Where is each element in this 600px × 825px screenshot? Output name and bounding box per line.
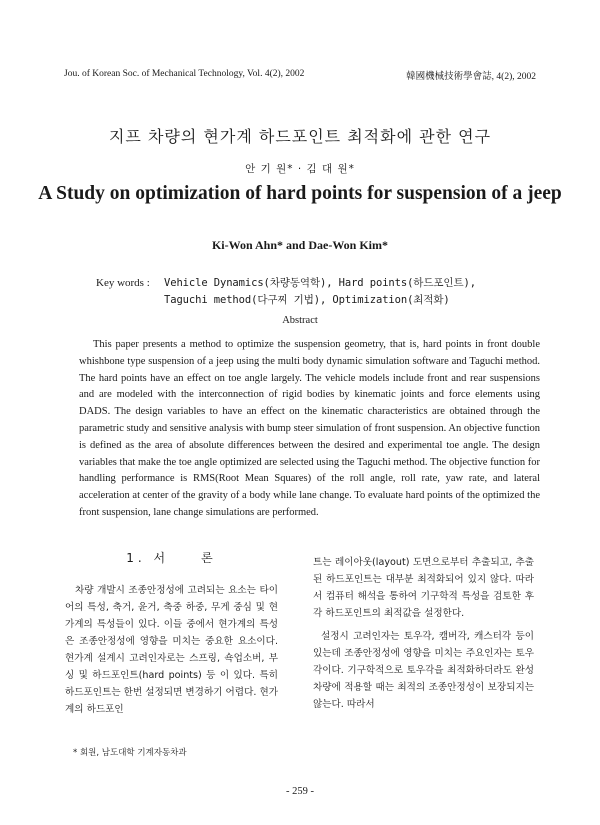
page-number: - 259 - [286, 786, 314, 797]
title-english: A Study on optimization of hard points for suspension of a jeep [38, 183, 562, 204]
intro-paragraph-left: 차량 개발시 조종안정성에 고려되는 요소는 타이어의 특성, 축거, 윤거, 축중 하중, 무게 중심 및 현가계의 특성들이 있다. 이들 중에서 현가계의 특성은 조종안정성에 영향을 미치는 중요한 요소이다. 현가계 설계시 고려인자로는 스프링, 쇽업소버, 부싱 및 하드포인트(hard points) 등 이 있다. 특히 하드포인트는 한번 설정되면 변경하기 어렵다. 현가계의 하드포인 [65, 585, 278, 715]
author-affiliation-footnote: * 회원, 남도대학 기계자동차과 [73, 748, 187, 758]
section-heading-introduction: 1. 서 론 [126, 551, 217, 565]
authors-english: Ki-Won Ahn* and Dae-Won Kim* [211, 238, 389, 252]
abstract-title: Abstract [282, 315, 318, 326]
authors-korean: 안 기 원* · 김 대 원* [245, 163, 355, 175]
abstract-body: This paper presents a method to optimize the suspension geometry, that is, hard points in front double whishbone type suspension of a jeep using the multi body dynamic simulation software and Taguchi method. The hard points have an effect on toe angle largely. The vehicle models include front and rear suspensions and are modeled with the interconnection of rigid bodies by kinematic joints and force elements using DADS. The design variables to have an effect on the kinematic characteristics are obtained through the parametric study and sensitive analysis with bump steer simulation of front suspension. An objective function is defined as the area of absolute differences between the desired and experimental toe angle. The design variables that make the toe angle optimized are selected using the Taguchi method. The objective function for handling performance is RMS(Root Mean Squares) of the roll angle, roll rate, yaw rate, and lateral acceleration at center of the gravity of a body while lane change. To evaluate hard points of the optimized the front suspension, lane change simulations are performed. [79, 339, 540, 518]
right-column [313, 554, 534, 719]
keywords-label: Key words : [96, 277, 150, 289]
title-korean: 지프 차량의 현가계 하드포인트 최적화에 관한 연구 [108, 127, 492, 146]
intro-paragraph-right-1: 트는 레이아웃(layout) 도면으로부터 추출되고, 추출된 하드포인트는 대부분 최적화되어 있지 않다. 따라서 컴퓨터 해석을 통하여 기구학적 특성을 검토한 후 각 하드포인트의 최적값을 설정한다. [313, 557, 534, 619]
journal-header-english: Jou. of Korean Soc. of Mechanical Technology, Vol. 4(2), 2002 [64, 69, 305, 79]
left-column [65, 551, 278, 718]
keywords-text: Vehicle Dynamics(차량동역학), Hard points(하드포인트), Taguchi method(다구찌 기법), Optimization(최적화) [164, 277, 476, 306]
journal-header-korean: 韓國機械技術學會誌, 4(2), 2002 [406, 72, 536, 82]
intro-paragraph-right-2: 설정시 고려인자는 토우각, 캠버각, 캐스터각 등이 있는데 조종안정성에 영향을 미치는 주요인자는 토우각이다. 기구학적으로 토우각을 최적화하더라도 완성차량에 적용할 때는 최적의 조종안정성이 보장되지는 않는다. 따라서 [313, 631, 534, 710]
